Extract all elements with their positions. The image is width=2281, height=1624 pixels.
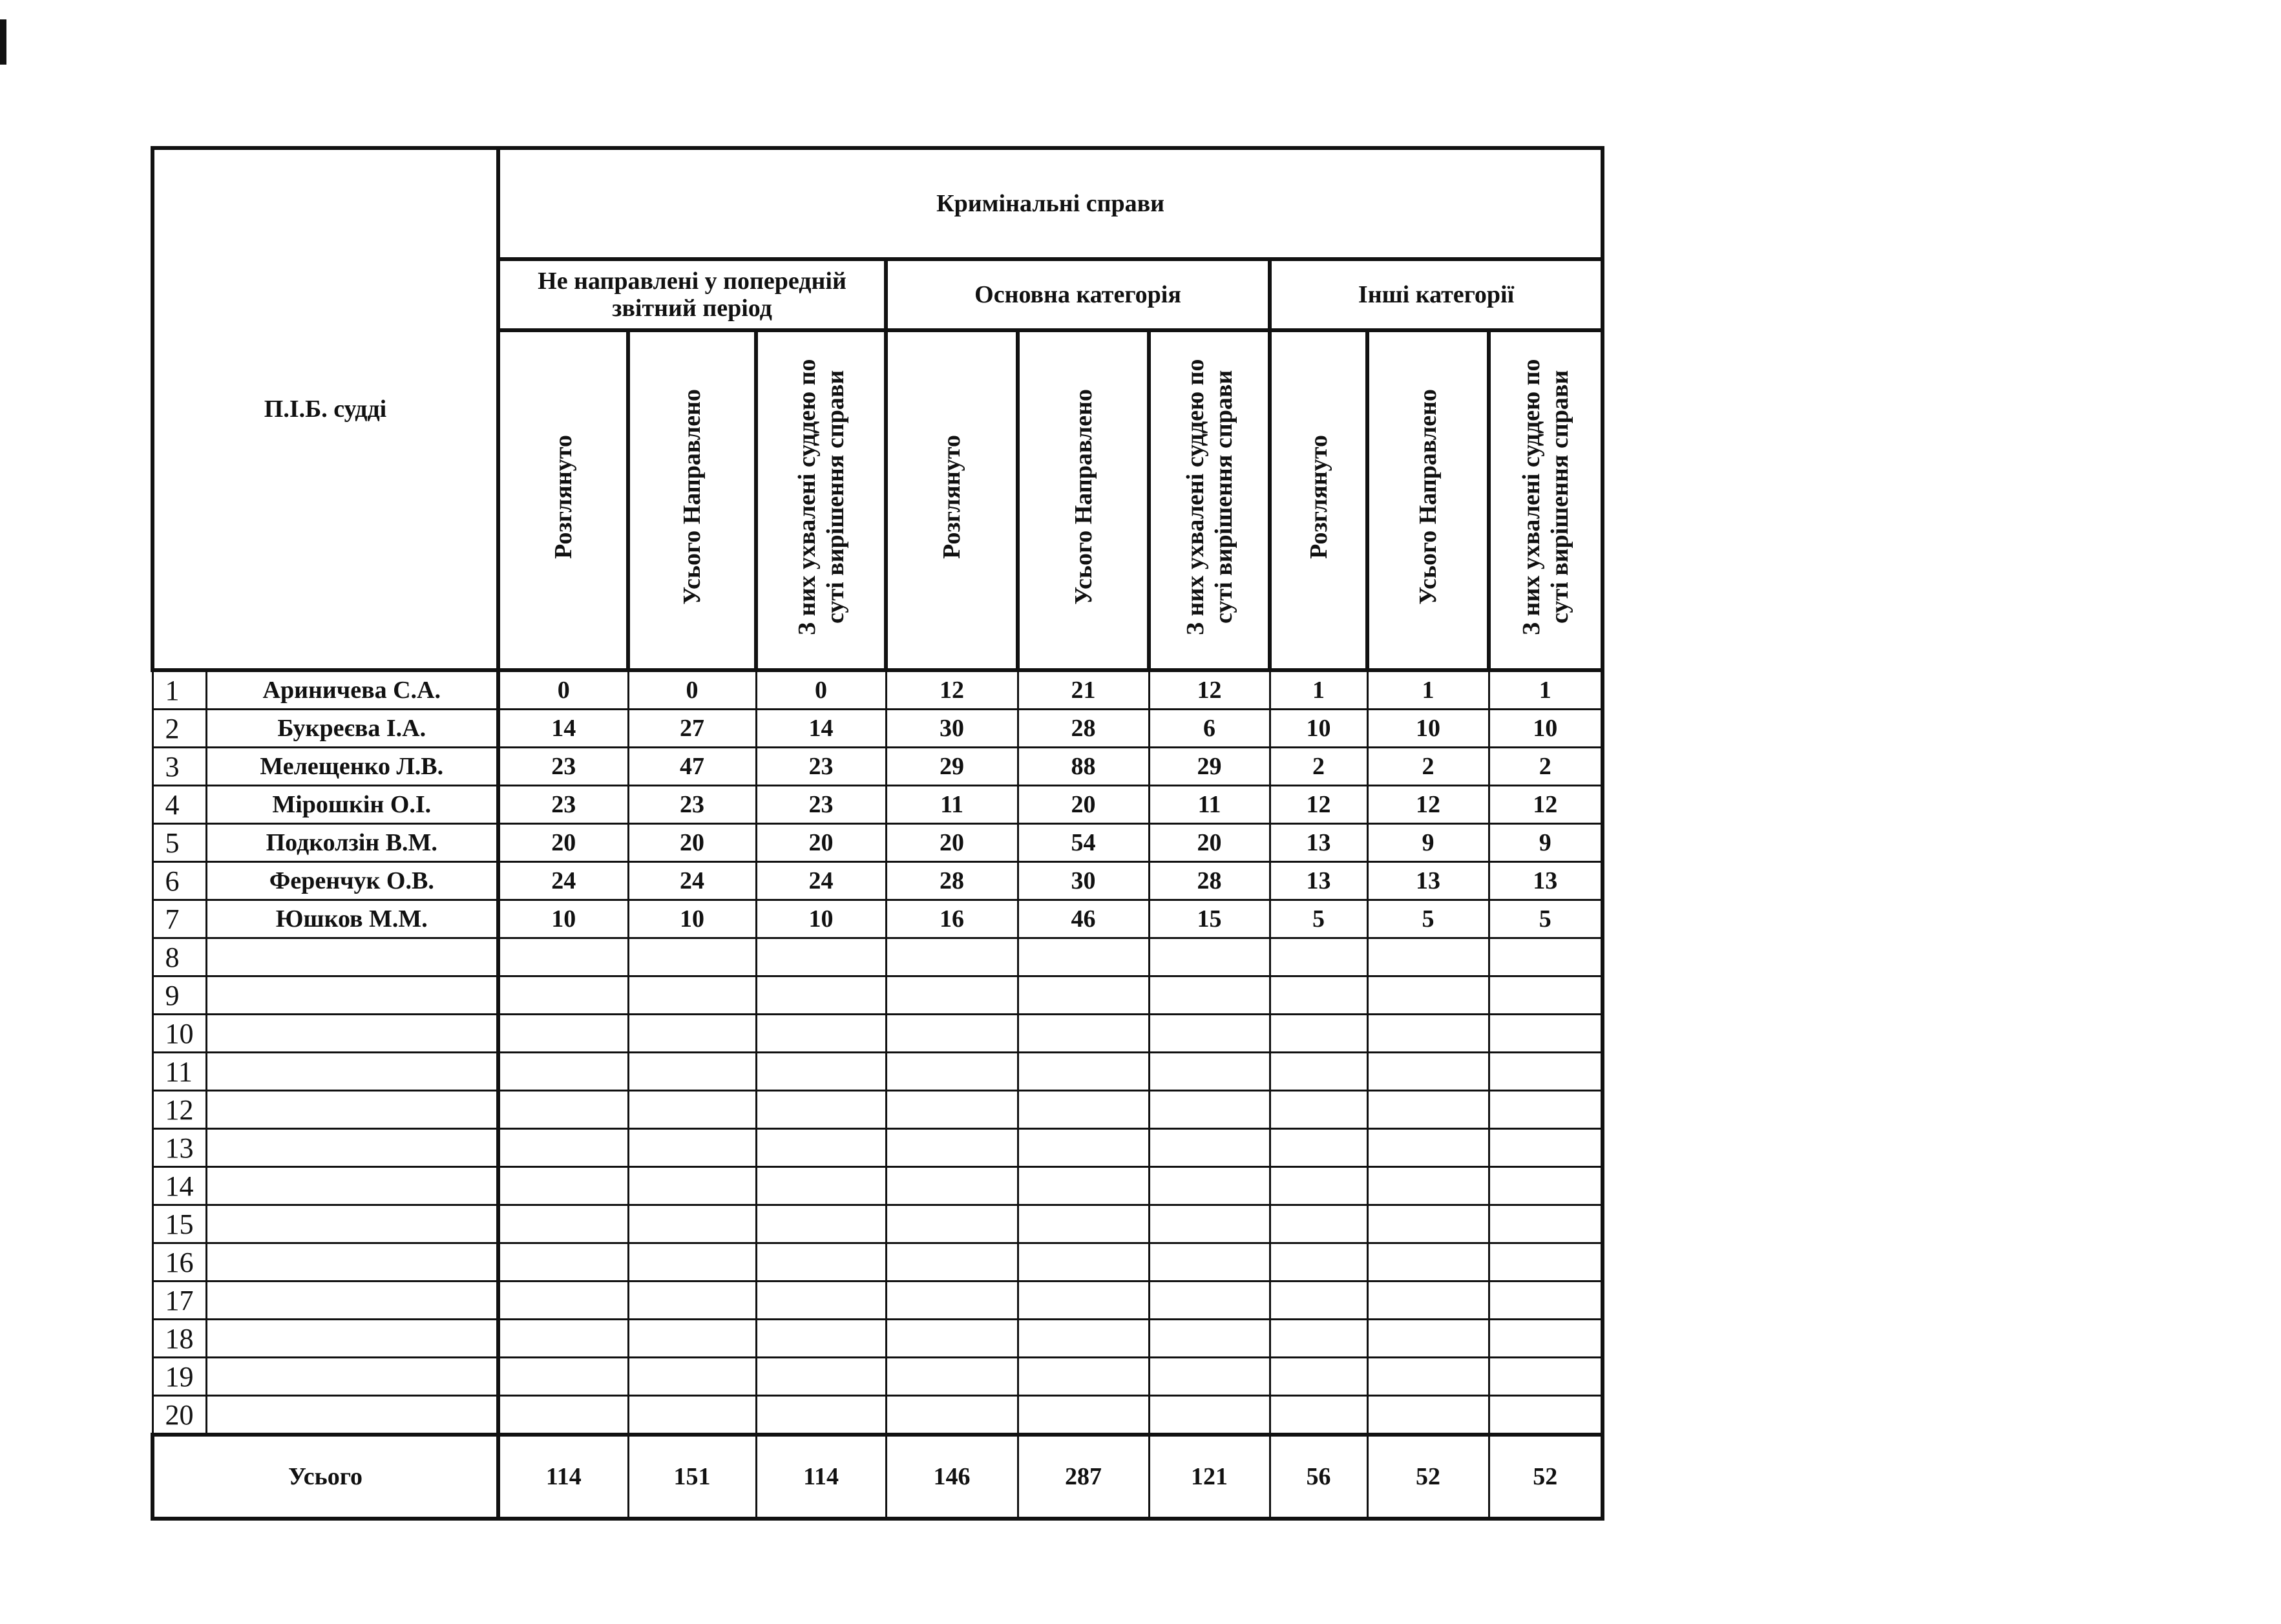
value-cell: [1270, 1281, 1367, 1320]
value-cell: [498, 1358, 628, 1396]
value-cell: [498, 1281, 628, 1320]
total-value: 52: [1489, 1435, 1603, 1519]
value-cell: [886, 1167, 1018, 1205]
value-cell: 28: [1018, 710, 1149, 748]
value-cell: [1367, 976, 1489, 1015]
table-row: [152, 1358, 1603, 1396]
value-cell: 47: [628, 748, 756, 786]
value-cell: [1367, 1053, 1489, 1091]
value-cell: 11: [1149, 786, 1270, 824]
value-cell: [1367, 1243, 1489, 1281]
value-cell: 13: [1489, 862, 1603, 900]
value-cell: [1489, 1281, 1603, 1320]
column-header-label: Розглянуто: [549, 435, 577, 559]
value-cell: 20: [1149, 824, 1270, 862]
value-cell: [1270, 1015, 1367, 1053]
value-cell: 21: [1018, 670, 1149, 710]
value-cell: 20: [498, 824, 628, 862]
table-row: [152, 1015, 1603, 1053]
value-cell: [1270, 1167, 1367, 1205]
value-cell: 46: [1018, 900, 1149, 938]
table-row: [152, 786, 1603, 824]
value-cell: [1149, 1358, 1270, 1396]
value-cell: [1489, 1053, 1603, 1091]
row-number: 20: [152, 1396, 206, 1435]
value-cell: 0: [498, 670, 628, 710]
value-cell: [498, 1320, 628, 1358]
table-row: [152, 862, 1603, 900]
judge-name: [206, 976, 498, 1015]
value-cell: 28: [1149, 862, 1270, 900]
value-cell: 20: [756, 824, 886, 862]
value-cell: 24: [628, 862, 756, 900]
judge-name: [206, 1358, 498, 1396]
value-cell: [1018, 938, 1149, 976]
value-cell: 10: [628, 900, 756, 938]
value-cell: [886, 1129, 1018, 1167]
row-number: 14: [152, 1167, 206, 1205]
table-row: [152, 1167, 1603, 1205]
value-cell: [886, 1091, 1018, 1129]
row-number: 4: [152, 786, 206, 824]
column-header: [756, 330, 886, 670]
value-cell: [1489, 1015, 1603, 1053]
value-cell: 16: [886, 900, 1018, 938]
table-row: [152, 710, 1603, 748]
value-cell: [1149, 1091, 1270, 1129]
value-cell: [628, 1320, 756, 1358]
value-cell: 2: [1489, 748, 1603, 786]
row-number: 2: [152, 710, 206, 748]
table-row: [152, 670, 1603, 710]
table-row: [152, 824, 1603, 862]
value-cell: [1018, 1091, 1149, 1129]
value-cell: [886, 1320, 1018, 1358]
judge-name: Ариничева С.А.: [206, 670, 498, 710]
value-cell: [498, 1091, 628, 1129]
value-cell: 5: [1489, 900, 1603, 938]
column-header-label: З них ухвалені суддею по суті вирішення справи: [1518, 359, 1574, 635]
value-cell: [628, 1015, 756, 1053]
table-row: [152, 748, 1603, 786]
value-cell: 10: [498, 900, 628, 938]
table-row: [152, 1205, 1603, 1243]
value-cell: [1018, 1053, 1149, 1091]
column-header-label: З них ухвалені суддею по суті вирішення справи: [793, 359, 849, 635]
value-cell: 6: [1149, 710, 1270, 748]
value-cell: [498, 1205, 628, 1243]
table-row: [152, 938, 1603, 976]
value-cell: [756, 1396, 886, 1435]
value-cell: [498, 1167, 628, 1205]
value-cell: [1489, 976, 1603, 1015]
total-value: 151: [628, 1435, 756, 1519]
value-cell: [1149, 1243, 1270, 1281]
value-cell: 23: [498, 786, 628, 824]
value-cell: [1367, 1015, 1489, 1053]
table-row: [152, 976, 1603, 1015]
column-header: [886, 330, 1018, 670]
total-row: [152, 1435, 1603, 1519]
value-cell: [1270, 1358, 1367, 1396]
value-cell: [886, 1396, 1018, 1435]
table-row: [152, 1320, 1603, 1358]
value-cell: 54: [1018, 824, 1149, 862]
value-cell: 12: [1367, 786, 1489, 824]
value-cell: 11: [886, 786, 1018, 824]
judge-name: Букреєва І.А.: [206, 710, 498, 748]
judge-name: Подколзін В.М.: [206, 824, 498, 862]
row-number: 3: [152, 748, 206, 786]
value-cell: [1018, 1243, 1149, 1281]
total-value: 121: [1149, 1435, 1270, 1519]
value-cell: [886, 1053, 1018, 1091]
value-cell: [1018, 1320, 1149, 1358]
value-cell: [1018, 1396, 1149, 1435]
value-cell: [886, 1243, 1018, 1281]
row-number: 1: [152, 670, 206, 710]
value-cell: [756, 1053, 886, 1091]
value-cell: [628, 1091, 756, 1129]
column-header-label: З них ухвалені суддею по суті вирішення справи: [1181, 359, 1237, 635]
row-number: 7: [152, 900, 206, 938]
value-cell: [1270, 976, 1367, 1015]
value-cell: [756, 1281, 886, 1320]
value-cell: [756, 1167, 886, 1205]
value-cell: [498, 1053, 628, 1091]
total-value: 146: [886, 1435, 1018, 1519]
value-cell: [1270, 1243, 1367, 1281]
table-row: [152, 1053, 1603, 1091]
value-cell: [886, 1015, 1018, 1053]
total-value: 56: [1270, 1435, 1367, 1519]
value-cell: [1489, 1129, 1603, 1167]
row-number: 11: [152, 1053, 206, 1091]
value-cell: [1367, 938, 1489, 976]
value-cell: [756, 1358, 886, 1396]
judge-name-header: П.І.Б. судді: [152, 148, 498, 670]
value-cell: 28: [886, 862, 1018, 900]
value-cell: [628, 1243, 756, 1281]
value-cell: [1149, 1167, 1270, 1205]
value-cell: 0: [756, 670, 886, 710]
row-number: 10: [152, 1015, 206, 1053]
value-cell: [1367, 1205, 1489, 1243]
judge-name: [206, 1205, 498, 1243]
value-cell: 24: [498, 862, 628, 900]
section-title: Кримінальні справи: [498, 148, 1603, 259]
column-header: [1270, 330, 1367, 670]
value-cell: [1270, 938, 1367, 976]
value-cell: [1367, 1129, 1489, 1167]
column-header-label: Усього Направлено: [1069, 389, 1097, 605]
judge-name: [206, 1320, 498, 1358]
value-cell: [498, 1243, 628, 1281]
value-cell: [756, 1320, 886, 1358]
row-number: 13: [152, 1129, 206, 1167]
value-cell: 23: [628, 786, 756, 824]
value-cell: 20: [886, 824, 1018, 862]
value-cell: [756, 1015, 886, 1053]
value-cell: 9: [1489, 824, 1603, 862]
value-cell: 30: [1018, 862, 1149, 900]
value-cell: [756, 938, 886, 976]
value-cell: [1489, 1243, 1603, 1281]
value-cell: 10: [1489, 710, 1603, 748]
value-cell: 20: [1018, 786, 1149, 824]
value-cell: 23: [756, 786, 886, 824]
judge-name: [206, 1396, 498, 1435]
judge-name: Юшков М.М.: [206, 900, 498, 938]
value-cell: [498, 1129, 628, 1167]
value-cell: [1367, 1281, 1489, 1320]
table-row: [152, 1091, 1603, 1129]
value-cell: [1489, 1320, 1603, 1358]
judge-name: Мелещенко Л.В.: [206, 748, 498, 786]
value-cell: 12: [1489, 786, 1603, 824]
column-header: [1018, 330, 1149, 670]
value-cell: [628, 1129, 756, 1167]
value-cell: 27: [628, 710, 756, 748]
value-cell: [756, 1205, 886, 1243]
group-header-other-categories: Інші категорії: [1270, 259, 1603, 330]
value-cell: [498, 1015, 628, 1053]
value-cell: [1149, 1205, 1270, 1243]
value-cell: [756, 1091, 886, 1129]
value-cell: [1489, 1358, 1603, 1396]
table-row: [152, 1396, 1603, 1435]
value-cell: [1367, 1358, 1489, 1396]
value-cell: [628, 1167, 756, 1205]
value-cell: 12: [1149, 670, 1270, 710]
column-header-label: Розглянуто: [1305, 435, 1332, 559]
table-row: [152, 1281, 1603, 1320]
value-cell: [1149, 1053, 1270, 1091]
value-cell: [498, 976, 628, 1015]
row-number: 19: [152, 1358, 206, 1396]
value-cell: 20: [628, 824, 756, 862]
value-cell: 23: [756, 748, 886, 786]
value-cell: 23: [498, 748, 628, 786]
value-cell: [886, 938, 1018, 976]
value-cell: [1367, 1091, 1489, 1129]
value-cell: [628, 976, 756, 1015]
row-number: 17: [152, 1281, 206, 1320]
value-cell: 5: [1270, 900, 1367, 938]
total-value: 114: [498, 1435, 628, 1519]
value-cell: 1: [1367, 670, 1489, 710]
total-value: 114: [756, 1435, 886, 1519]
column-header: [1489, 330, 1603, 670]
column-header-label: Усього Направлено: [678, 389, 706, 605]
value-cell: [628, 1281, 756, 1320]
scan-edge-mark: [0, 19, 6, 65]
value-cell: 15: [1149, 900, 1270, 938]
value-cell: 12: [1270, 786, 1367, 824]
column-header: [498, 330, 628, 670]
value-cell: 29: [1149, 748, 1270, 786]
value-cell: 24: [756, 862, 886, 900]
value-cell: 13: [1270, 824, 1367, 862]
value-cell: [756, 1243, 886, 1281]
value-cell: 5: [1367, 900, 1489, 938]
value-cell: [1149, 1281, 1270, 1320]
judge-name: [206, 1281, 498, 1320]
judge-name: [206, 1091, 498, 1129]
judge-name: [206, 1129, 498, 1167]
value-cell: [756, 1129, 886, 1167]
value-cell: [1018, 1205, 1149, 1243]
value-cell: [1270, 1205, 1367, 1243]
value-cell: 88: [1018, 748, 1149, 786]
value-cell: [1149, 976, 1270, 1015]
value-cell: 10: [756, 900, 886, 938]
value-cell: 2: [1270, 748, 1367, 786]
row-number: 8: [152, 938, 206, 976]
value-cell: [1149, 1015, 1270, 1053]
group-header-not-sent: Не направлені у попередній звітний період: [498, 259, 886, 330]
value-cell: [1018, 976, 1149, 1015]
value-cell: [1018, 1358, 1149, 1396]
value-cell: [628, 938, 756, 976]
value-cell: [498, 938, 628, 976]
group-header-main-category: Основна категорія: [886, 259, 1270, 330]
value-cell: [628, 1358, 756, 1396]
value-cell: 10: [1270, 710, 1367, 748]
value-cell: [1270, 1053, 1367, 1091]
value-cell: 14: [756, 710, 886, 748]
criminal-cases-table: [151, 146, 1604, 1521]
value-cell: 0: [628, 670, 756, 710]
row-number: 16: [152, 1243, 206, 1281]
value-cell: 10: [1367, 710, 1489, 748]
column-header: [628, 330, 756, 670]
row-number: 18: [152, 1320, 206, 1358]
value-cell: [886, 1281, 1018, 1320]
value-cell: [1149, 1320, 1270, 1358]
column-header-label: Розглянуто: [938, 435, 966, 559]
value-cell: [498, 1396, 628, 1435]
total-value: 52: [1367, 1435, 1489, 1519]
value-cell: [1149, 938, 1270, 976]
value-cell: [1489, 1167, 1603, 1205]
value-cell: [886, 976, 1018, 1015]
value-cell: 9: [1367, 824, 1489, 862]
column-header: [1149, 330, 1270, 670]
value-cell: [886, 1358, 1018, 1396]
value-cell: [1270, 1091, 1367, 1129]
value-cell: 30: [886, 710, 1018, 748]
table-row: [152, 1243, 1603, 1281]
row-number: 5: [152, 824, 206, 862]
value-cell: [1489, 1205, 1603, 1243]
value-cell: [1367, 1320, 1489, 1358]
value-cell: [1367, 1396, 1489, 1435]
value-cell: [1489, 938, 1603, 976]
value-cell: 13: [1367, 862, 1489, 900]
row-number: 12: [152, 1091, 206, 1129]
judge-name: [206, 938, 498, 976]
judge-name: Ференчук О.В.: [206, 862, 498, 900]
row-number: 15: [152, 1205, 206, 1243]
column-header-label: Усього Направлено: [1414, 389, 1442, 605]
value-cell: [1018, 1281, 1149, 1320]
judge-name: Мірошкін О.І.: [206, 786, 498, 824]
table-row: [152, 900, 1603, 938]
value-cell: [1149, 1129, 1270, 1167]
value-cell: [1270, 1320, 1367, 1358]
value-cell: 14: [498, 710, 628, 748]
total-value: 287: [1018, 1435, 1149, 1519]
column-header: [1367, 330, 1489, 670]
value-cell: 13: [1270, 862, 1367, 900]
judge-name: [206, 1243, 498, 1281]
value-cell: 2: [1367, 748, 1489, 786]
value-cell: [1270, 1396, 1367, 1435]
value-cell: [886, 1205, 1018, 1243]
value-cell: [1367, 1167, 1489, 1205]
value-cell: 29: [886, 748, 1018, 786]
total-label: Усього: [152, 1435, 498, 1519]
judge-name: [206, 1053, 498, 1091]
value-cell: [628, 1053, 756, 1091]
row-number: 9: [152, 976, 206, 1015]
value-cell: [1270, 1129, 1367, 1167]
value-cell: [1018, 1129, 1149, 1167]
judge-name: [206, 1015, 498, 1053]
value-cell: [1489, 1091, 1603, 1129]
value-cell: 1: [1270, 670, 1367, 710]
judge-name: [206, 1167, 498, 1205]
value-cell: [1018, 1015, 1149, 1053]
row-number: 6: [152, 862, 206, 900]
value-cell: [1489, 1396, 1603, 1435]
value-cell: [628, 1396, 756, 1435]
value-cell: [1018, 1167, 1149, 1205]
value-cell: [628, 1205, 756, 1243]
value-cell: 12: [886, 670, 1018, 710]
value-cell: [1149, 1396, 1270, 1435]
table-row: [152, 1129, 1603, 1167]
value-cell: [756, 976, 886, 1015]
value-cell: 1: [1489, 670, 1603, 710]
